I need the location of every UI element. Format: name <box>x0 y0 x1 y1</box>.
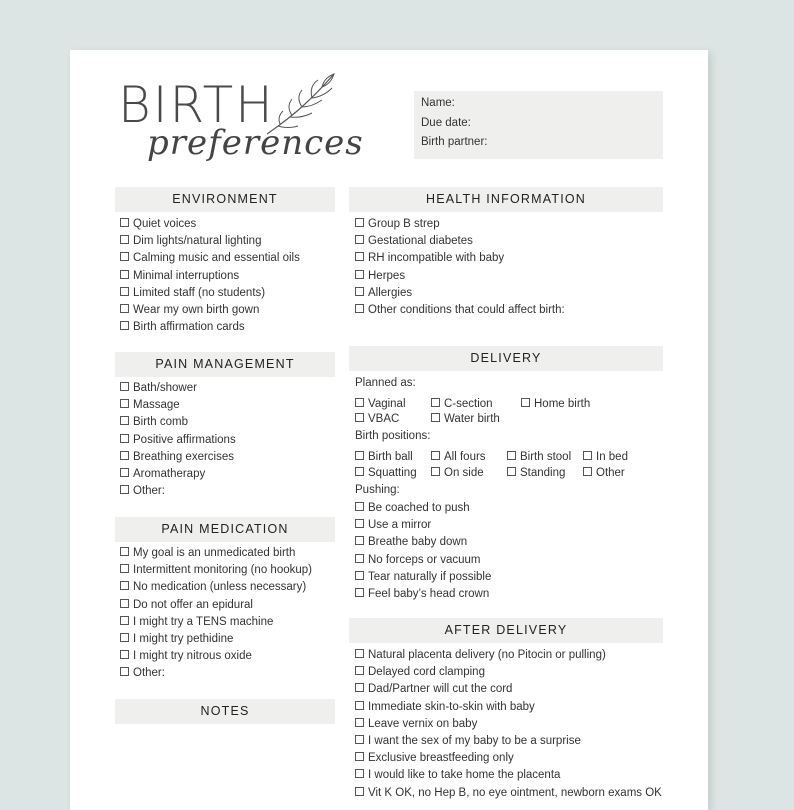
section-heading-notes: NOTES <box>115 699 335 724</box>
checkbox[interactable] <box>355 752 364 761</box>
checkbox[interactable] <box>355 588 364 597</box>
option-water-birth[interactable]: Water birth <box>431 412 500 427</box>
checkbox[interactable] <box>120 399 129 408</box>
list-item[interactable]: Wear my own birth gown <box>120 302 300 319</box>
list-item[interactable]: Natural placenta delivery (no Pitocin or pulling) <box>355 647 662 664</box>
checkbox[interactable] <box>120 252 129 261</box>
botanical-sprig-icon <box>262 70 342 140</box>
list-item[interactable]: Massage <box>120 397 236 414</box>
checkbox[interactable] <box>120 218 129 227</box>
checkbox[interactable] <box>355 735 364 744</box>
checkbox[interactable] <box>355 304 364 313</box>
list-item[interactable]: Gestational diabetes <box>355 233 565 250</box>
list-item[interactable]: Limited staff (no students) <box>120 285 300 302</box>
checkbox[interactable] <box>120 451 129 460</box>
checkbox[interactable] <box>355 519 364 528</box>
option-on-side[interactable]: On side <box>431 466 484 481</box>
option-standing[interactable]: Standing <box>507 466 565 481</box>
birth-positions-label: Birth positions: <box>355 430 431 442</box>
option-vaginal[interactable]: Vaginal <box>355 397 406 412</box>
list-item[interactable]: Group B strep <box>355 216 565 233</box>
list-item[interactable]: Feel baby’s head crown <box>355 586 491 603</box>
list-item[interactable]: I might try a TENS machine <box>120 614 312 631</box>
list-item[interactable]: I might try nitrous oxide <box>120 648 312 665</box>
section-heading-environment: ENVIRONMENT <box>115 187 335 212</box>
list-item[interactable]: Intermittent monitoring (no hookup) <box>120 562 312 579</box>
checkbox[interactable] <box>507 467 516 476</box>
checkbox[interactable] <box>355 398 364 407</box>
list-item[interactable]: Exclusive breastfeeding only <box>355 750 662 767</box>
checkbox[interactable] <box>120 287 129 296</box>
checkbox[interactable] <box>507 451 516 460</box>
option-other-position[interactable]: Other <box>583 466 625 481</box>
checkbox[interactable] <box>355 701 364 710</box>
section-heading-health-information: HEALTH INFORMATION <box>349 187 663 212</box>
list-item[interactable]: Birth affirmation cards <box>120 319 300 336</box>
checkbox[interactable] <box>120 321 129 330</box>
list-item[interactable]: RH incompatible with baby <box>355 250 565 267</box>
checkbox[interactable] <box>355 413 364 422</box>
list-item[interactable]: I might try pethidine <box>120 631 312 648</box>
checkbox[interactable] <box>355 536 364 545</box>
title-birth: BIRTH <box>118 76 275 134</box>
checkbox[interactable] <box>355 451 364 460</box>
checkbox[interactable] <box>583 467 592 476</box>
option-vbac[interactable]: VBAC <box>355 412 399 427</box>
list-item[interactable]: Do not offer an epidural <box>120 597 312 614</box>
list-item[interactable]: I want the sex of my baby to be a surprise <box>355 733 662 750</box>
list-item[interactable]: No medication (unless necessary) <box>120 579 312 596</box>
checkbox[interactable] <box>431 451 440 460</box>
list-item[interactable]: Be coached to push <box>355 500 491 517</box>
checkbox[interactable] <box>120 434 129 443</box>
list-item[interactable]: Use a mirror <box>355 517 491 534</box>
checkbox[interactable] <box>355 554 364 563</box>
title-preferences: preferences <box>147 123 364 163</box>
list-item[interactable]: Other conditions that could affect birth: <box>355 302 565 319</box>
section-heading-delivery: DELIVERY <box>349 346 663 371</box>
info-box <box>414 91 663 159</box>
checkbox[interactable] <box>355 218 364 227</box>
checkbox[interactable] <box>355 502 364 511</box>
list-item[interactable]: Immediate skin-to-skin with baby <box>355 699 662 716</box>
list-item[interactable]: Dad/Partner will cut the cord <box>355 681 662 698</box>
option-squatting[interactable]: Squatting <box>355 466 417 481</box>
checkbox[interactable] <box>355 787 364 796</box>
option-birth-ball[interactable]: Birth ball <box>355 450 413 465</box>
option-c-section[interactable]: C-section <box>431 397 493 412</box>
checkbox[interactable] <box>431 413 440 422</box>
health-information-list <box>355 216 565 319</box>
checkbox[interactable] <box>355 270 364 279</box>
checkbox[interactable] <box>355 235 364 244</box>
checkbox[interactable] <box>355 769 364 778</box>
list-item[interactable]: Positive affirmations <box>120 432 236 449</box>
checkbox[interactable] <box>583 451 592 460</box>
list-item[interactable]: Other: <box>120 483 236 500</box>
checkbox[interactable] <box>355 683 364 692</box>
checkbox[interactable] <box>120 235 129 244</box>
checkbox[interactable] <box>355 666 364 675</box>
checkbox[interactable] <box>120 564 129 573</box>
list-item[interactable]: Quiet voices <box>120 216 300 233</box>
checkbox[interactable] <box>120 416 129 425</box>
checkbox[interactable] <box>521 398 530 407</box>
list-item[interactable]: Tear naturally if possible <box>355 569 491 586</box>
list-item[interactable]: I would like to take home the placenta <box>355 767 662 784</box>
section-heading-pain-medication: PAIN MEDICATION <box>115 517 335 542</box>
checkbox[interactable] <box>120 599 129 608</box>
checkbox[interactable] <box>355 649 364 658</box>
list-item[interactable]: Leave vernix on baby <box>355 716 662 733</box>
checkbox[interactable] <box>120 468 129 477</box>
checkbox[interactable] <box>355 718 364 727</box>
pushing-list <box>355 500 491 603</box>
checkbox[interactable] <box>120 616 129 625</box>
option-home-birth[interactable]: Home birth <box>521 397 590 412</box>
list-item[interactable]: Dim lights/natural lighting <box>120 233 300 250</box>
list-item[interactable]: Vit K OK, no Hep B, no eye ointment, newborn exams OK <box>355 785 662 802</box>
list-item[interactable]: Breathe baby down <box>355 534 491 551</box>
list-item[interactable]: Birth comb <box>120 414 236 431</box>
list-item[interactable]: Breathing exercises <box>120 449 236 466</box>
list-item[interactable]: Minimal interruptions <box>120 268 300 285</box>
checkbox[interactable] <box>431 398 440 407</box>
option-birth-stool[interactable]: Birth stool <box>507 450 571 465</box>
section-heading-after-delivery: AFTER DELIVERY <box>349 618 663 643</box>
checkbox[interactable] <box>120 633 129 642</box>
due-date-field[interactable]: Due date: <box>421 116 471 129</box>
checkbox[interactable] <box>120 304 129 313</box>
checkbox[interactable] <box>120 547 129 556</box>
checkbox[interactable] <box>355 287 364 296</box>
checkbox[interactable] <box>355 571 364 580</box>
checkbox[interactable] <box>120 650 129 659</box>
after-delivery-list <box>355 647 662 802</box>
checkbox[interactable] <box>355 467 364 476</box>
checkbox[interactable] <box>120 270 129 279</box>
list-item[interactable]: Herpes <box>355 268 565 285</box>
list-item[interactable]: Delayed cord clamping <box>355 664 662 681</box>
checkbox[interactable] <box>120 667 129 676</box>
planned-as-label: Planned as: <box>355 377 416 389</box>
checkbox[interactable] <box>120 485 129 494</box>
name-field[interactable]: Name: <box>421 97 455 109</box>
birth-partner-field[interactable]: Birth partner: <box>421 136 488 148</box>
option-all-fours[interactable]: All fours <box>431 450 486 465</box>
list-item[interactable]: Other: <box>120 665 312 682</box>
checkbox[interactable] <box>120 382 129 391</box>
pain-management-list <box>120 380 236 500</box>
option-in-bed[interactable]: In bed <box>583 450 628 465</box>
list-item[interactable]: My goal is an unmedicated birth <box>120 545 312 562</box>
pain-medication-list <box>120 545 312 683</box>
pushing-label: Pushing: <box>355 484 400 496</box>
list-item[interactable]: No forceps or vacuum <box>355 552 491 569</box>
environment-list <box>120 216 300 336</box>
list-item[interactable]: Bath/shower <box>120 380 236 397</box>
list-item[interactable]: Calming music and essential oils <box>120 250 300 267</box>
checkbox[interactable] <box>355 252 364 261</box>
list-item[interactable]: Allergies <box>355 285 565 302</box>
list-item[interactable]: Aromatherapy <box>120 466 236 483</box>
section-heading-pain-management: PAIN MANAGEMENT <box>115 352 335 377</box>
checkbox[interactable] <box>431 467 440 476</box>
checkbox[interactable] <box>120 581 129 590</box>
